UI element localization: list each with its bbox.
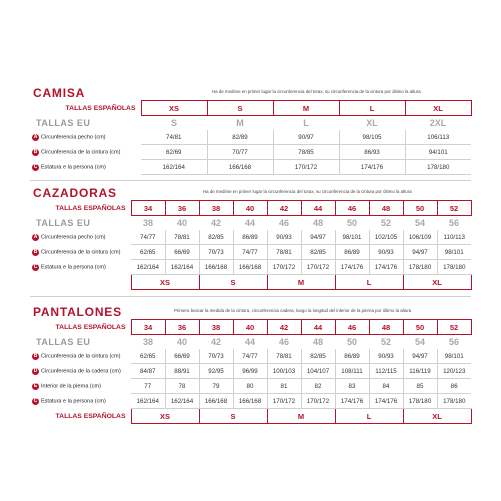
- measure-cell: 108/111: [335, 364, 369, 379]
- measure-badge-icon: C: [33, 263, 38, 270]
- measure-label: Circunferencia pecho (cm): [41, 134, 106, 141]
- measure-cell: 74/77: [131, 230, 165, 245]
- size-cell: XL: [366, 118, 378, 128]
- measure-cell: 78/85: [273, 145, 339, 160]
- measure-cell: 90/97: [273, 130, 339, 145]
- measure-cell: 94/97: [403, 349, 437, 364]
- measure-cell: 94/97: [403, 245, 437, 260]
- size-cell: 50: [346, 337, 357, 347]
- pantalones-eu-row: [30, 335, 471, 350]
- table-row: [30, 145, 471, 160]
- measure-cell: 106/113: [405, 130, 471, 145]
- pantalones-size-table: [30, 319, 472, 424]
- size-cell: 46: [335, 320, 369, 335]
- measure-badge-icon: B: [33, 352, 38, 359]
- measure-cell: 170/172: [267, 394, 301, 409]
- table-row: [30, 349, 471, 364]
- size-cell: 40: [233, 201, 267, 216]
- measure-cell: 74/77: [233, 245, 267, 260]
- table-row: [30, 364, 471, 379]
- measure-cell: 86/89: [335, 349, 369, 364]
- camisa-title: CAMISA: [33, 86, 86, 100]
- size-cell: 44: [244, 218, 255, 228]
- size-cell: 48: [312, 337, 323, 347]
- measure-badge-icon: A: [33, 133, 38, 140]
- cazadoras-eu-label: TALLAS EU: [36, 217, 91, 228]
- measure-cell: 178/180: [437, 260, 471, 275]
- size-cell: 52: [380, 337, 391, 347]
- measure-cell: 104/107: [301, 364, 335, 379]
- measure-cell: 174/176: [339, 160, 405, 175]
- cazadoras-title: CAZADORAS: [33, 186, 117, 200]
- measure-cell: 80: [233, 379, 267, 394]
- measure-cell: 82: [301, 379, 335, 394]
- size-cell: 38: [199, 320, 233, 335]
- size-cell: M: [267, 409, 335, 424]
- size-cell: 42: [210, 218, 221, 228]
- size-cell: 48: [369, 201, 403, 216]
- measure-cell: 84: [369, 379, 403, 394]
- measure-cell: 166/168: [207, 160, 273, 175]
- size-cell: 54: [414, 337, 425, 347]
- size-cell: L: [339, 101, 405, 116]
- measure-badge-icon: C: [33, 397, 38, 404]
- measure-cell: 90/93: [267, 230, 301, 245]
- measure-cell: 162/164: [131, 260, 165, 275]
- pantalones-footer-row: [30, 409, 471, 424]
- size-cell: S: [199, 409, 267, 424]
- pantalones-note: Primero buscar la medida de la cintura, circunferencia cadera, luego la longitud del interior de la pierna por último la altura: [174, 308, 412, 313]
- measure-cell: 170/172: [267, 260, 301, 275]
- measure-cell: 86/89: [335, 245, 369, 260]
- size-cell: XS: [141, 101, 207, 116]
- size-cell: XL: [403, 275, 471, 290]
- measure-cell: 174/176: [335, 260, 369, 275]
- pantalones-spanish-label: TALLAS ESPAÑOLAS: [55, 323, 126, 331]
- cazadoras-eu-row: [30, 216, 471, 231]
- measure-cell: 112/115: [369, 364, 403, 379]
- size-cell: XS: [131, 409, 199, 424]
- cazadoras-spanish-label: TALLAS ESPAÑOLAS: [55, 204, 126, 212]
- measure-cell: 88/91: [165, 364, 199, 379]
- measure-cell: 78/81: [267, 245, 301, 260]
- measure-cell: 162/164: [131, 394, 165, 409]
- size-cell: XL: [405, 101, 471, 116]
- size-cell: 48: [312, 218, 323, 228]
- table-row: [30, 160, 471, 175]
- measure-cell: 96/99: [233, 364, 267, 379]
- measure-badge-icon: D: [33, 367, 38, 374]
- measure-cell: 174/176: [369, 394, 403, 409]
- measure-label: Circunferencia de la cintura (cm): [41, 353, 121, 360]
- measure-cell: 78/81: [165, 230, 199, 245]
- size-cell: 56: [448, 218, 459, 228]
- measure-cell: 94/101: [405, 145, 471, 160]
- size-cell: L: [335, 409, 403, 424]
- measure-cell: 98/105: [339, 130, 405, 145]
- size-cell: 52: [380, 218, 391, 228]
- pantalones-footer-label: TALLAS ESPAÑOLAS: [55, 412, 126, 420]
- measure-cell: 86/89: [233, 230, 267, 245]
- size-cell: 40: [176, 218, 187, 228]
- measure-cell: 70/77: [207, 145, 273, 160]
- measure-cell: 170/172: [301, 260, 335, 275]
- size-cell: 36: [165, 320, 199, 335]
- measure-cell: 62/69: [141, 145, 207, 160]
- measure-label: Estatura e la persona (cm): [41, 398, 106, 404]
- table-row: [30, 260, 471, 275]
- size-cell: 34: [131, 201, 165, 216]
- measure-cell: 82/85: [301, 245, 335, 260]
- measure-cell: 162/164: [141, 160, 207, 175]
- pantalones-spanish-row: [30, 320, 471, 335]
- measure-cell: 78: [165, 379, 199, 394]
- measure-cell: 170/172: [273, 160, 339, 175]
- size-cell: 38: [199, 201, 233, 216]
- size-cell: 46: [335, 201, 369, 216]
- camisa-section: [0, 86, 501, 171]
- size-cell: 44: [244, 337, 255, 347]
- cazadoras-size-table: [30, 200, 472, 290]
- pantalones-section: [0, 305, 501, 421]
- size-cell: 42: [267, 320, 301, 335]
- divider: [30, 180, 471, 181]
- cazadoras-section: [0, 186, 501, 287]
- measure-cell: 116/119: [403, 364, 437, 379]
- cazadoras-note: Ha de medirse en primer lugar la circunferencia del torax, su circunferencia de la cintura por último la altura: [203, 189, 412, 194]
- measure-cell: 86: [437, 379, 471, 394]
- size-cell: S: [199, 275, 267, 290]
- measure-cell: 178/180: [405, 160, 471, 175]
- size-cell: 44: [301, 320, 335, 335]
- table-row: [30, 130, 471, 145]
- measure-cell: 62/65: [131, 349, 165, 364]
- table-row: [30, 394, 471, 409]
- measure-cell: 166/168: [233, 260, 267, 275]
- measure-cell: 85: [403, 379, 437, 394]
- size-cell: 54: [414, 218, 425, 228]
- measure-cell: 74/81: [141, 130, 207, 145]
- size-cell: 46: [278, 218, 289, 228]
- measure-cell: 62/65: [131, 245, 165, 260]
- size-cell: 2XL: [429, 118, 447, 128]
- measure-cell: 100/103: [267, 364, 301, 379]
- measure-cell: 98/101: [437, 349, 471, 364]
- camisa-note: Ha de medirse en primer lugar la circunferencia del torax, su circunferencia de la cintura por último la altura: [212, 89, 421, 94]
- measure-label: Interior de la pierna (cm): [41, 383, 101, 389]
- measure-cell: 106/109: [403, 230, 437, 245]
- size-cell: 40: [176, 337, 187, 347]
- size-cell: 56: [448, 337, 459, 347]
- measure-cell: 166/168: [233, 394, 267, 409]
- size-cell: 50: [346, 218, 357, 228]
- table-row: [30, 379, 471, 394]
- size-cell: 50: [403, 201, 437, 216]
- measure-badge-icon: C: [33, 163, 38, 170]
- measure-cell: 98/101: [335, 230, 369, 245]
- size-cell: 36: [165, 201, 199, 216]
- measure-badge-icon: E: [33, 382, 38, 389]
- measure-cell: 84/87: [131, 364, 165, 379]
- cazadoras-spanish-row: [30, 201, 471, 216]
- size-cell: 38: [142, 218, 153, 228]
- size-cell: XS: [131, 275, 199, 290]
- measure-badge-icon: B: [33, 148, 38, 155]
- measure-cell: 81: [267, 379, 301, 394]
- camisa-size-table: [30, 100, 472, 175]
- size-cell: M: [236, 118, 244, 128]
- camisa-spanish-row: [30, 101, 471, 116]
- size-cell: XL: [403, 409, 471, 424]
- measure-label: Circunferencia de la cadera (cm): [41, 368, 121, 374]
- size-cell: L: [303, 118, 309, 128]
- measure-cell: 82/89: [207, 130, 273, 145]
- size-cell: 42: [210, 337, 221, 347]
- size-cell: 50: [403, 320, 437, 335]
- measure-cell: 70/73: [199, 245, 233, 260]
- cazadoras-footer-row: [30, 275, 471, 290]
- size-cell: 42: [267, 201, 301, 216]
- size-cell: M: [273, 101, 339, 116]
- measure-cell: 92/95: [199, 364, 233, 379]
- measure-cell: 178/180: [403, 394, 437, 409]
- camisa-spanish-label: TALLAS ESPAÑOLAS: [65, 104, 136, 112]
- measure-cell: 120/123: [437, 364, 471, 379]
- camisa-eu-label: TALLAS EU: [36, 117, 91, 128]
- divider: [30, 296, 471, 297]
- size-cell: M: [267, 275, 335, 290]
- size-cell: S: [207, 101, 273, 116]
- measure-cell: 178/180: [437, 394, 471, 409]
- size-cell: S: [170, 118, 177, 128]
- size-cell: 48: [369, 320, 403, 335]
- measure-cell: 110/113: [437, 230, 471, 245]
- measure-cell: 77: [131, 379, 165, 394]
- pantalones-title: PANTALONES: [33, 305, 122, 319]
- size-cell: 38: [142, 337, 153, 347]
- measure-cell: 98/101: [437, 245, 471, 260]
- measure-cell: 86/93: [339, 145, 405, 160]
- measure-cell: 82/85: [199, 230, 233, 245]
- measure-cell: 66/69: [165, 349, 199, 364]
- size-cell: 34: [131, 320, 165, 335]
- measure-cell: 166/168: [199, 394, 233, 409]
- size-cell: 46: [278, 337, 289, 347]
- measure-cell: 66/69: [165, 245, 199, 260]
- measure-cell: 162/164: [165, 260, 199, 275]
- measure-label: Estatura e la persona (cm): [41, 264, 106, 270]
- measure-cell: 90/93: [369, 349, 403, 364]
- measure-badge-icon: B: [33, 248, 38, 255]
- pantalones-eu-label: TALLAS EU: [36, 336, 91, 347]
- measure-cell: 174/176: [335, 394, 369, 409]
- table-row: [30, 230, 471, 245]
- measure-cell: 90/93: [369, 245, 403, 260]
- measure-label: Circunferencia pecho (cm): [41, 234, 106, 241]
- measure-cell: 79: [199, 379, 233, 394]
- measure-cell: 162/164: [165, 394, 199, 409]
- measure-cell: 74/77: [233, 349, 267, 364]
- size-cell: 44: [301, 201, 335, 216]
- size-cell: L: [335, 275, 403, 290]
- measure-cell: 83: [335, 379, 369, 394]
- size-cell: 52: [437, 320, 471, 335]
- size-cell: 52: [437, 201, 471, 216]
- measure-cell: 102/105: [369, 230, 403, 245]
- measure-cell: 94/97: [301, 230, 335, 245]
- measure-cell: 178/180: [403, 260, 437, 275]
- measure-cell: 82/85: [301, 349, 335, 364]
- measure-cell: 170/172: [301, 394, 335, 409]
- measure-cell: 166/168: [199, 260, 233, 275]
- measure-cell: 70/73: [199, 349, 233, 364]
- measure-label: Circunferencia de la cintura (cm): [41, 149, 121, 155]
- measure-label: Circunferencia de la cintura (cm): [41, 249, 121, 255]
- camisa-eu-row: [30, 116, 471, 131]
- measure-label: Estatura e la persona (cm): [41, 164, 106, 170]
- measure-cell: 78/81: [267, 349, 301, 364]
- measure-cell: 174/176: [369, 260, 403, 275]
- measure-badge-icon: A: [33, 233, 38, 240]
- table-row: [30, 245, 471, 260]
- size-cell: 40: [233, 320, 267, 335]
